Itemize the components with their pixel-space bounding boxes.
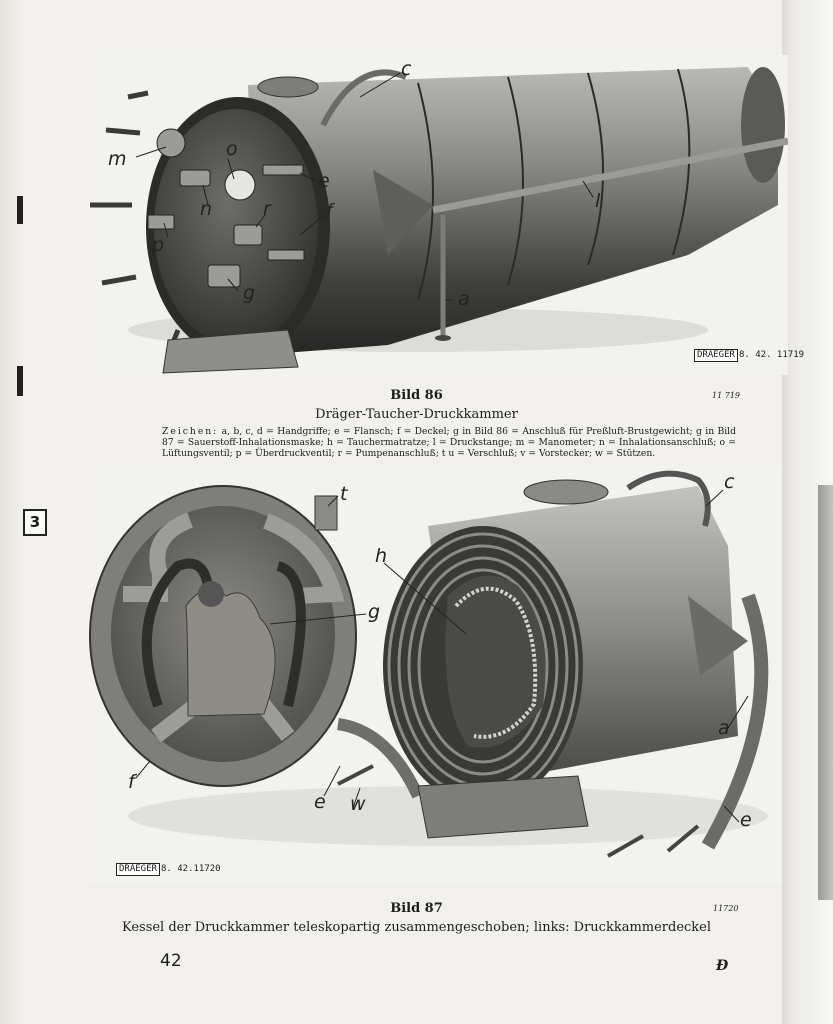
label-w: w <box>350 793 366 815</box>
label-g: g <box>243 282 256 304</box>
figure-87-title: Bild 87 <box>390 901 443 916</box>
label-r: r <box>263 198 271 220</box>
figure-86-photo <box>88 55 788 375</box>
figure-86-stamp-brand: DRAEGER <box>694 349 738 362</box>
publisher-mark: Ð <box>716 958 729 974</box>
figure-87-subtitle: Kessel der Druckkammer teleskopartig zusammengeschoben; links: Druckkammerdeckel <box>121 920 712 935</box>
label-e-87-left: e <box>314 791 326 813</box>
support-foot <box>435 335 451 341</box>
label-m: m <box>108 148 127 170</box>
legend-lead: Zeichen: <box>162 426 219 437</box>
legend-text: a, b, c, d = Handgriffe; e = Flansch; f = Deckel; g in Bild 86 = Anschluß für Preßluft-Brustgewicht; g in Bild 87 = Sauerstoff-Inhalationsmaske; h = Tauchermatratze; l = Druckstange; m = Manometer; n = Inhalationsanschluß; o = Lüftungsventil; p = Überdruckventil; r = Pumpenanschluß; t u = Verschluß; v = Vorstecker; w = Stützen. <box>162 426 736 459</box>
label-t: t <box>340 483 348 505</box>
label-a: a <box>458 288 470 310</box>
label-g-87: g <box>368 601 381 623</box>
label-f-87: f <box>128 771 135 793</box>
label-c-87: c <box>724 471 735 493</box>
label-e-87-right: e <box>740 809 752 831</box>
label-c: c <box>401 58 412 80</box>
figure-87-stamp-number: 8. 42.11720 <box>161 864 221 874</box>
figure-86-stamp-suffix: 19 <box>793 350 805 360</box>
binding-mark-top <box>17 196 23 224</box>
mask-valve <box>198 581 224 607</box>
figure-86-ref-number: 11 719 <box>712 391 740 400</box>
top-hatch <box>258 77 318 97</box>
label-n: n <box>200 198 213 220</box>
page-number: 42 <box>160 951 182 971</box>
label-l: l <box>595 190 601 212</box>
label-o: o <box>226 138 238 160</box>
boiler-hatch <box>524 480 608 504</box>
label-e: e <box>318 170 330 192</box>
chamber-end <box>741 67 785 183</box>
section-tab: 3 <box>23 509 47 536</box>
label-f: f <box>326 200 333 222</box>
lid-latch <box>315 496 337 530</box>
figure-86-subtitle: Dräger-Taucher-Druckkammer <box>315 407 518 422</box>
figure-87-stamp-brand: DRAEGER <box>116 863 160 876</box>
figure-86-stamp-number-main: 8. 42. 117 <box>739 350 794 360</box>
label-p: p <box>152 234 165 256</box>
figure-86-title: Bild 86 <box>390 388 443 403</box>
legend <box>162 426 736 459</box>
label-a-87: a <box>718 717 730 739</box>
figure-87-photo <box>88 466 782 884</box>
figure-87-ref-number: 11720 <box>713 904 739 913</box>
figure-86-stamp-number <box>739 350 804 361</box>
label-h: h <box>375 545 388 567</box>
book-binding <box>0 0 24 1024</box>
page-edge-shadow <box>818 485 833 900</box>
